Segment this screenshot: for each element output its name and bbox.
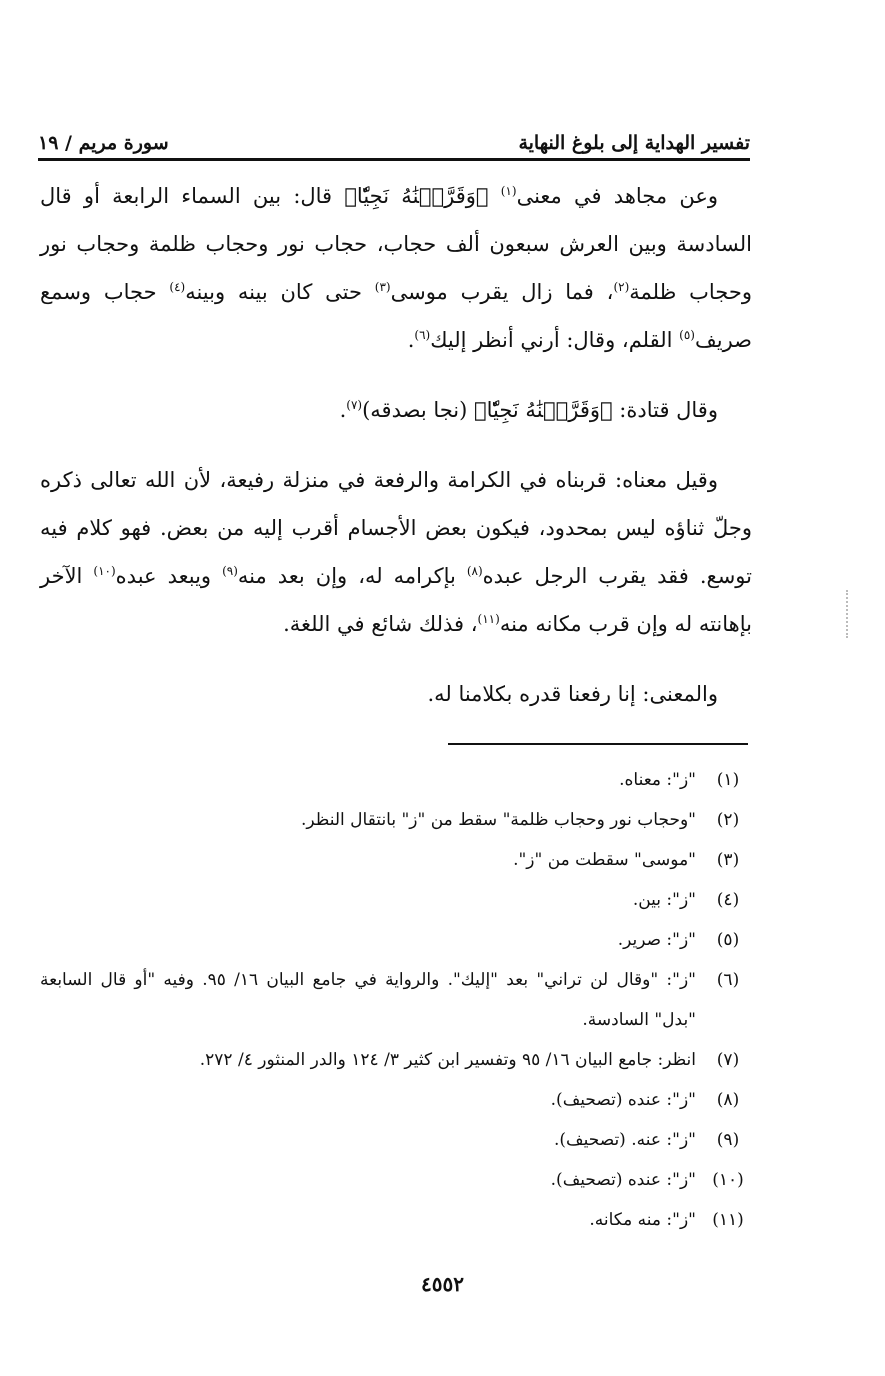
footnote-number: (٤) [716, 890, 740, 910]
footnote-ref[interactable]: (٩) [222, 564, 238, 578]
footnote-number: (١٠) [712, 1170, 744, 1190]
footnote-item [40, 880, 752, 920]
footnote-text: "موسى" سقطت من "ز". [513, 850, 696, 870]
footnote-ref[interactable]: (١٠) [93, 564, 116, 578]
footnote-text: "ز": منه مكانه. [589, 1210, 696, 1230]
footnote-ref[interactable]: (٤) [169, 280, 186, 294]
footnote-number: (١١) [712, 1210, 744, 1230]
footnote-ref[interactable]: (٨) [466, 564, 483, 578]
footnote-item [40, 1120, 752, 1160]
text-run: . [339, 398, 347, 422]
footnote-ref[interactable]: (٣) [374, 280, 391, 294]
footnote-text: "ز": صرير. [617, 930, 696, 950]
text-run: القلم، وقال: أرني أنظر إليك [430, 328, 680, 352]
footnote-item [40, 760, 752, 800]
text-run: الآخر بإهانته له وإن قرب مكانه منه [40, 564, 752, 636]
text-run: ويبعد عبده [115, 564, 223, 588]
footnote-ref[interactable]: (١) [500, 184, 517, 198]
footnote-item [40, 1160, 752, 1200]
footnote-ref[interactable]: (٦) [414, 328, 431, 342]
text-run: ، فذلك شائع في اللغة. [283, 612, 478, 636]
header-surah: سورة مريم / ١٩ [38, 132, 169, 154]
footnote-text: "ز": عنده (تصحيف). [550, 1090, 696, 1110]
margin-dots [846, 590, 850, 638]
footnote-text: "وحجاب نور وحجاب ظلمة" سقط من "ز" بانتقال النظر. [301, 810, 696, 830]
footnote-item [40, 840, 752, 880]
text-run: . [407, 328, 415, 352]
footnote-item [40, 1040, 752, 1080]
footnote-number: (٦) [716, 970, 740, 990]
footnote-number: (٩) [716, 1130, 740, 1150]
footnote-number: (٣) [716, 850, 740, 870]
page-number: ٤٥٥٢ [421, 1272, 464, 1296]
paragraph-4: والمعنى: إنا رفعنا قدره بكلامنا له. [427, 682, 718, 706]
footnote-item [40, 1200, 752, 1240]
main-text [40, 172, 752, 740]
footnote-item [40, 960, 752, 1040]
footnote-item [40, 1080, 752, 1120]
footnote-number: (٨) [716, 1090, 740, 1110]
footnote-text: "ز": بين. [632, 890, 696, 910]
text-run: وقيل معناه: قربناه في الكرامة والرفعة في منزلة رفيعة، لأن الله تعالى ذكره وجلّ ثناؤه ليس بمحدود، فيكون بعض الأجسام أقرب إليه من بعض. فهو كلام فيه توسع. فقد يقرب الرجل عبده [40, 468, 752, 588]
footnote-separator [448, 743, 748, 745]
footnote-ref[interactable]: (١١) [477, 612, 500, 626]
footnote-item [40, 920, 752, 960]
footnote-text: "ز": معناه. [619, 770, 696, 790]
text-run: وعن مجاهد في معنى [516, 184, 719, 208]
footnote-item [40, 800, 752, 840]
paragraph-3 [40, 456, 752, 648]
text-run: حتى كان بينه وبينه [185, 280, 375, 304]
footnote-number: (٧) [716, 1050, 740, 1070]
footnote-ref[interactable]: (٧) [346, 398, 363, 412]
text-run: ﴿وَقَرَّبۡنَٰهُ نَجِيّٗا﴾ قال: بين السماء الرابعة أو قال السادسة وبين العرش سبعون ألف حجاب، حجاب نور وحجاب ظلمة وحجاب نور وحجاب ظلمة [40, 184, 752, 304]
running-header [38, 118, 750, 161]
footnote-text: "ز": عنده (تصحيف). [550, 1170, 696, 1190]
paragraph-2 [40, 386, 752, 434]
footnote-ref[interactable]: (٢) [613, 280, 630, 294]
text-run: وقال قتادة: ﴿وَقَرَّبۡنَٰهُ نَجِيّٗا﴾ (نجا بصدقه) [362, 398, 718, 422]
text-run: ، فما زال يقرب موسى [390, 280, 614, 304]
footnote-text: "ز": "وقال لن تراني" بعد "إليك". والرواية في جامع البيان ١٦/ ٩٥. وفيه "أو قال السابعة "بدل" السادسة. [40, 970, 696, 1030]
footnotes-list [40, 760, 752, 1240]
footnote-number: (٢) [716, 810, 740, 830]
paragraph-1 [40, 172, 752, 364]
text-run: حجاب وسمع صريف [40, 280, 752, 352]
text-run: بإكرامه له، وإن بعد منه [237, 564, 467, 588]
header-book-title: تفسير الهداية إلى بلوغ النهاية [518, 132, 750, 154]
footnote-text: "ز": عنه. (تصحيف). [553, 1130, 696, 1150]
footnote-text: انظر: جامع البيان ١٦/ ٩٥ وتفسير ابن كثير ٣/ ١٢٤ والدر المنثور ٤/ ٢٧٢. [199, 1050, 696, 1070]
footnote-number: (١) [716, 770, 740, 790]
footnote-ref[interactable]: (٥) [679, 328, 695, 342]
footnote-number: (٥) [716, 930, 740, 950]
